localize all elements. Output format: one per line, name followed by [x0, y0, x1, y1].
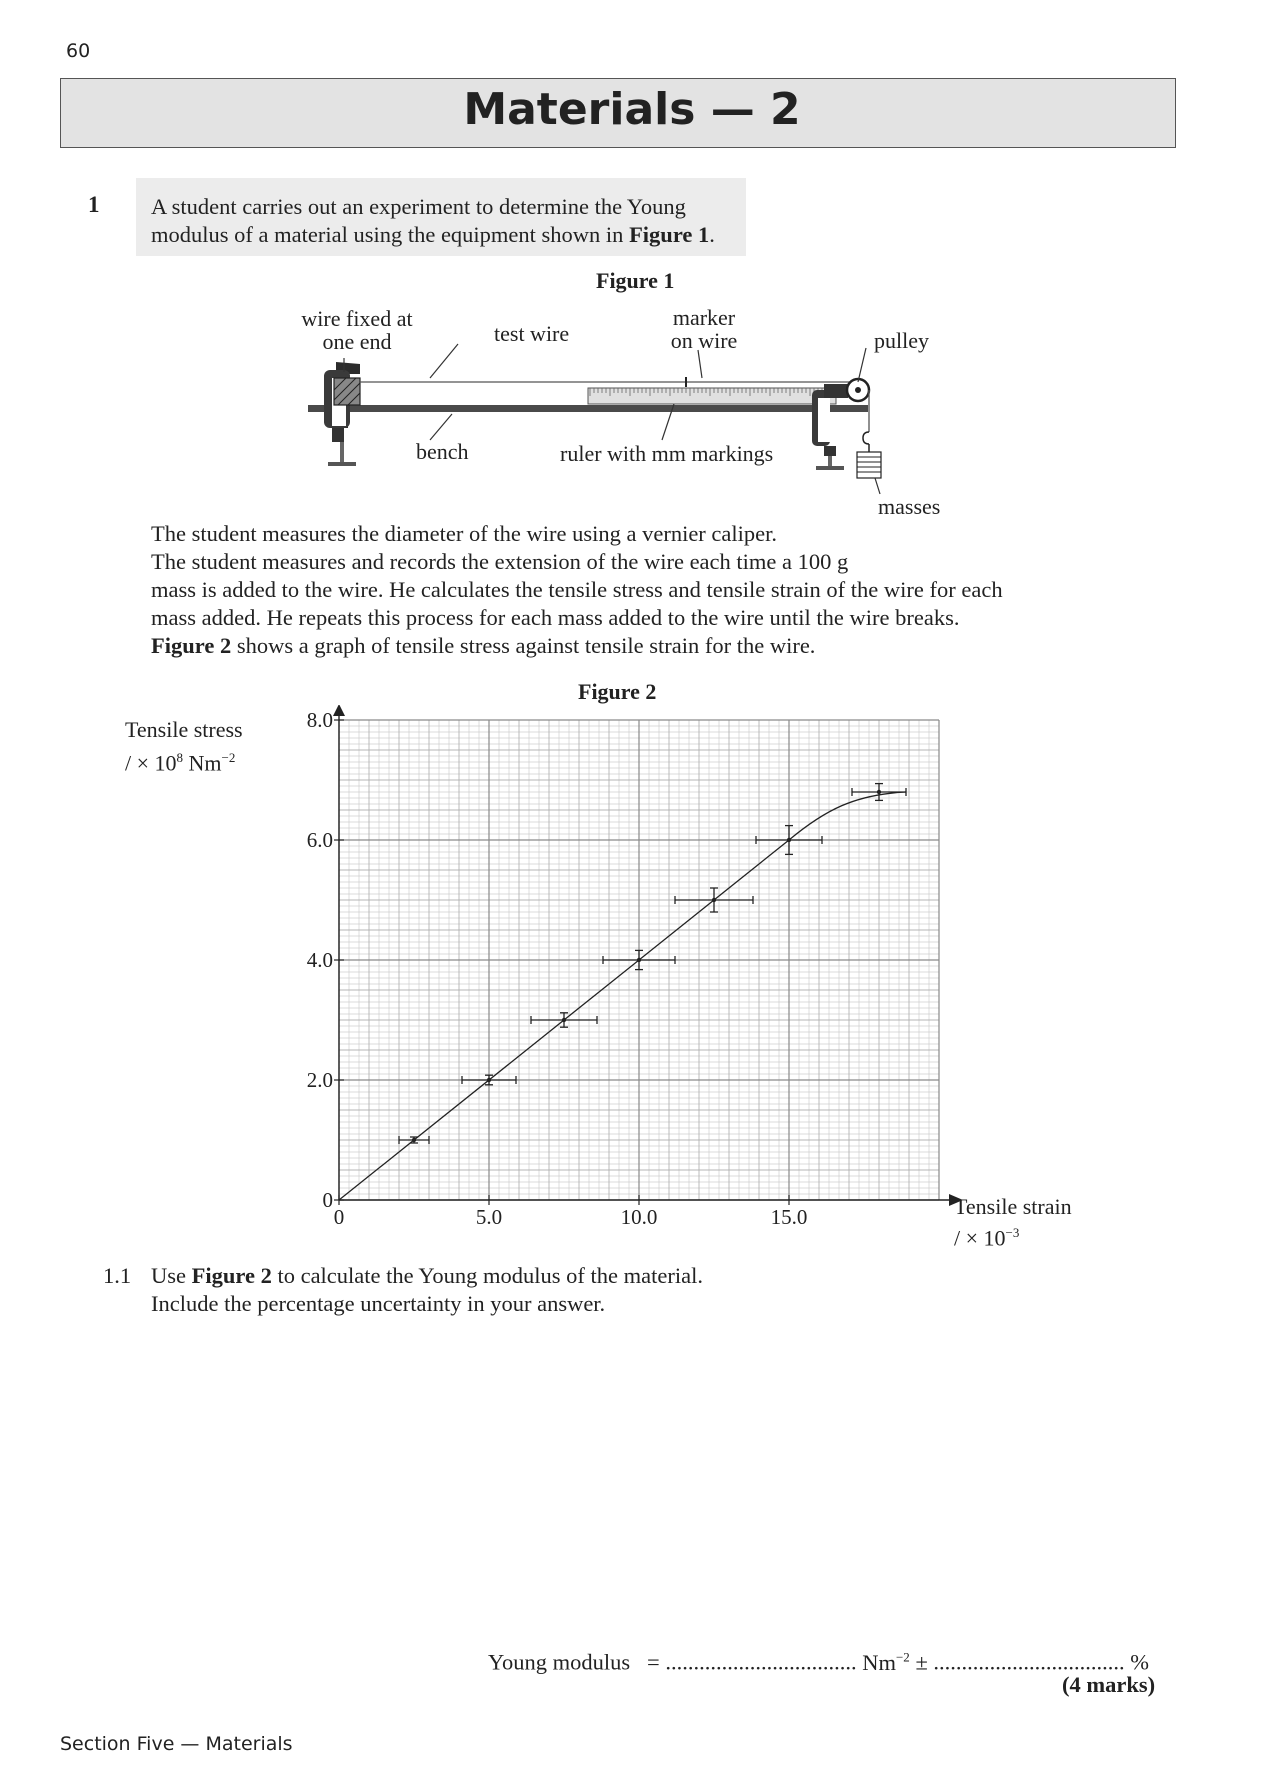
- point-marker: [637, 958, 641, 962]
- data-point: [675, 888, 753, 912]
- point-marker: [877, 790, 881, 794]
- point-marker: [412, 1138, 416, 1142]
- body-line3: mass is added to the wire. He calculates the tensile stress and tensile strain of the wire for each: [151, 577, 1003, 602]
- y-tick-label: 8.0: [306, 708, 333, 732]
- right-clamp: [812, 384, 848, 470]
- question-intro-line2: modulus of a material using the equipment shown in Figure 1.: [151, 222, 715, 247]
- wire-fixing-block: [334, 378, 360, 405]
- answer-value-field[interactable]: ..................................: [665, 1649, 857, 1675]
- answer-label: Young modulus: [488, 1649, 631, 1675]
- point-marker: [487, 1078, 491, 1082]
- y-axis-label: Tensile stress / × $10^8$ $Nm^{-2}$: [125, 717, 243, 776]
- label-test-wire: test wire: [494, 321, 570, 346]
- answer-uncertainty-field[interactable]: ..................................: [933, 1649, 1125, 1675]
- body-line2: The student measures and records the extension of the wire each time a 100 g: [151, 549, 849, 574]
- data-point: [531, 1013, 597, 1027]
- part-line2: Include the percentage uncertainty in your answer.: [151, 1291, 606, 1316]
- part-number: 1.1: [103, 1263, 132, 1288]
- label-ruler: ruler with mm markings: [560, 441, 774, 466]
- page-title: Materials — 2: [463, 84, 801, 135]
- y-tick-label: 6.0: [306, 828, 333, 852]
- y-tick-label: 4.0: [306, 948, 333, 972]
- bench: [308, 405, 868, 412]
- answer-plus-minus: ±: [915, 1649, 928, 1675]
- x-tick-label: 5.0: [475, 1205, 503, 1229]
- data-point: [399, 1136, 429, 1144]
- figure1-caption: Figure 1: [596, 268, 675, 293]
- y-axis-arrow: [333, 705, 345, 716]
- question-number: 1: [88, 192, 100, 217]
- label-pointers: [344, 344, 880, 494]
- figure2-stress-strain-graph: [280, 705, 1110, 1245]
- x-tick-label: 0: [333, 1205, 345, 1229]
- page-footer: Section Five — Materials: [60, 1733, 293, 1755]
- point-marker: [712, 898, 716, 902]
- question-intro-line1: A student carries out an experiment to determine the Young: [151, 194, 686, 219]
- data-point: [756, 826, 822, 855]
- part-line1: Use Figure 2 to calculate the Young modulus of the material.: [151, 1263, 703, 1288]
- body-line4: mass added. He repeats this process for each mass added to the wire until the wire breaks.: [151, 605, 960, 630]
- label-masses: masses: [878, 494, 941, 519]
- data-points: [399, 784, 906, 1144]
- x-tick-label: 10.0: [620, 1205, 658, 1229]
- point-marker: [562, 1018, 566, 1022]
- answer-line[interactable]: [488, 1643, 1149, 1677]
- y-tick-label: 0: [322, 1188, 333, 1212]
- point-marker: [787, 838, 791, 842]
- label-marker: marker on wire: [670, 305, 738, 353]
- page-number: 60: [66, 40, 91, 62]
- marks: (4 marks): [1062, 1672, 1156, 1697]
- body-line1: The student measures the diameter of the wire using a vernier caliper.: [151, 521, 778, 546]
- y-tick-label: 2.0: [306, 1068, 333, 1092]
- answer-equals: =: [647, 1649, 660, 1675]
- x-tick-label: 15.0: [770, 1205, 808, 1229]
- masses-hanger: [857, 432, 881, 478]
- figure2-caption: Figure 2: [578, 679, 657, 704]
- answer-percent: %: [1130, 1649, 1150, 1675]
- ruler: [588, 388, 836, 404]
- label-pulley: pulley: [874, 328, 929, 353]
- label-bench: bench: [416, 439, 469, 464]
- label-wire-fixed: wire fixed at one end: [301, 306, 413, 354]
- x-axis-label: Tensile strain / × $10^{-3}$: [954, 1194, 1072, 1251]
- data-point: [462, 1075, 516, 1085]
- data-point: [603, 950, 675, 969]
- body-line5: Figure 2 shows a graph of tensile stress against tensile strain for the wire.: [151, 633, 816, 658]
- answer-unit: $Nm^{-2}$: [862, 1649, 910, 1675]
